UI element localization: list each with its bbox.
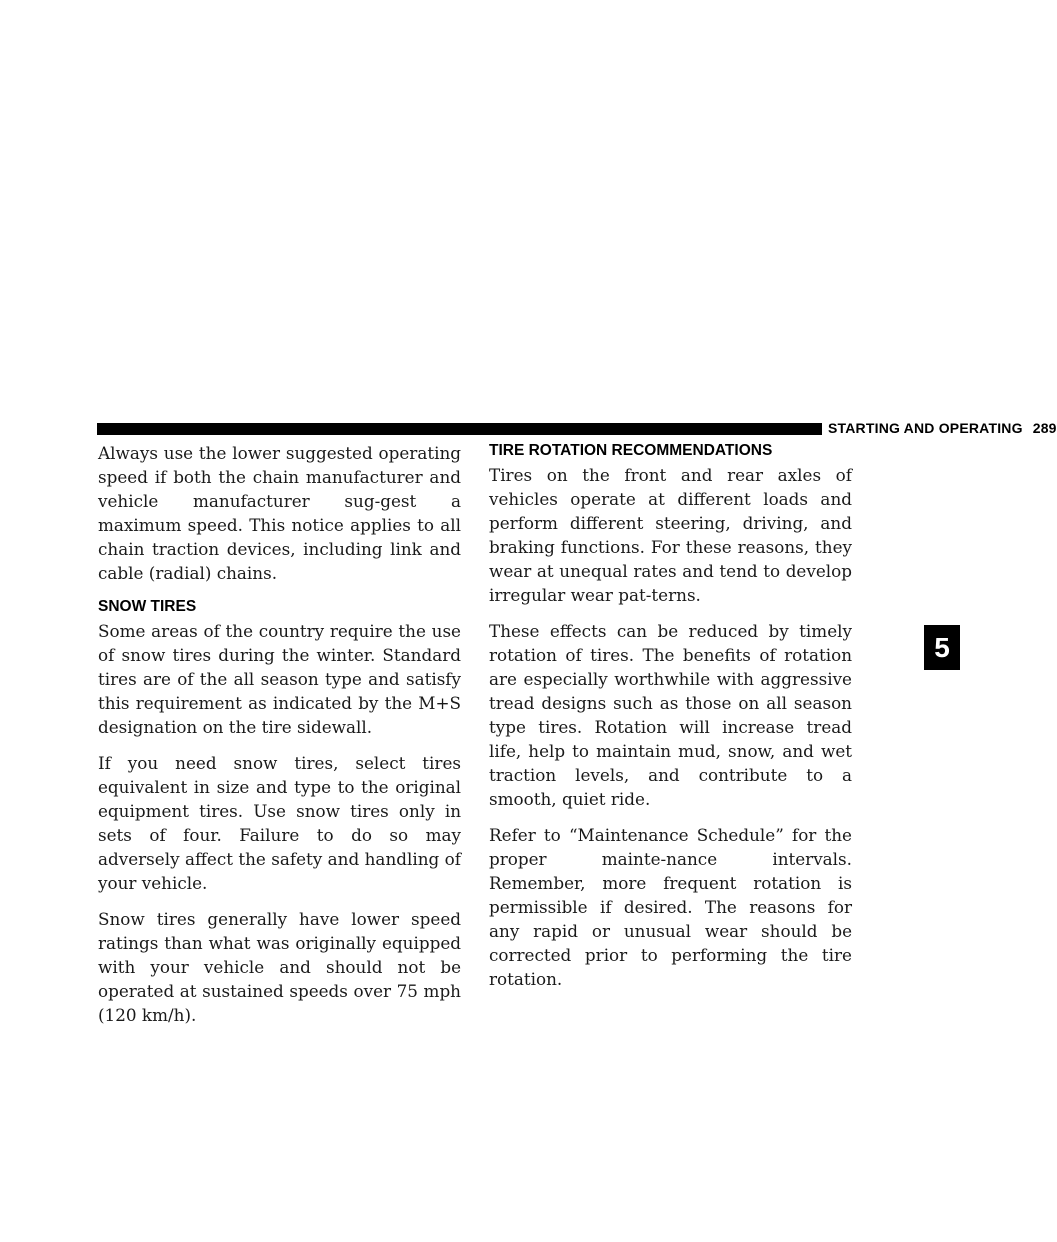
right-column <box>489 441 852 1003</box>
tire-rotation-heading: TIRE ROTATION RECOMMENDATIONS <box>489 442 773 459</box>
tire-rotation-paragraph: Tires on the front and rear axles of vehicles operate at different loads and perform different steering, driving, and braking functions. For these reasons, they wear at unequal rates and tend to develop irregular wear pat-terns. <box>489 465 852 605</box>
snow-tires-heading: SNOW TIRES <box>98 598 197 615</box>
chapter-tab: 5 <box>924 625 960 670</box>
left-column <box>98 441 461 1039</box>
section-title: STARTING AND OPERATING <box>828 420 1023 436</box>
running-header <box>828 420 1057 436</box>
intro-paragraph: Always use the lower suggested operating speed if both the chain manufacturer and vehicle manufacturer sug-gest a maximum speed. This notice applies to all chain traction devices, including link and cable (radial) chains. <box>98 443 461 583</box>
page-number: 289 <box>1032 420 1057 436</box>
tire-rotation-paragraph: Refer to “Maintenance Schedule” for the proper mainte-nance intervals. Remember, more frequent rotation is permissible if desired. The reasons for any rapid or unusual wear should be corrected prior to performing the tire rotation. <box>489 825 852 989</box>
header-rule <box>97 423 822 435</box>
snow-tires-paragraph: Some areas of the country require the use of snow tires during the winter. Standard tires are of the all season type and satisfy this requirement as indicated by the M+S designation on the tire sidewall. <box>98 621 461 737</box>
tire-rotation-paragraph: These effects can be reduced by timely rotation of tires. The benefits of rotation are especially worthwhile with aggressive tread designs such as those on all season type tires. Rotation will increase tread life, help to maintain mud, snow, and wet traction levels, and contribute to a smooth, quiet ride. <box>489 621 852 809</box>
snow-tires-paragraph: If you need snow tires, select tires equivalent in size and type to the original equipment tires. Use snow tires only in sets of four. Failure to do so may adversely affect the safety and handling of your vehicle. <box>98 753 461 893</box>
snow-tires-paragraph: Snow tires generally have lower speed ratings than what was originally equipped with your vehicle and should not be operated at sustained speeds over 75 mph (120 km/h). <box>98 909 461 1025</box>
